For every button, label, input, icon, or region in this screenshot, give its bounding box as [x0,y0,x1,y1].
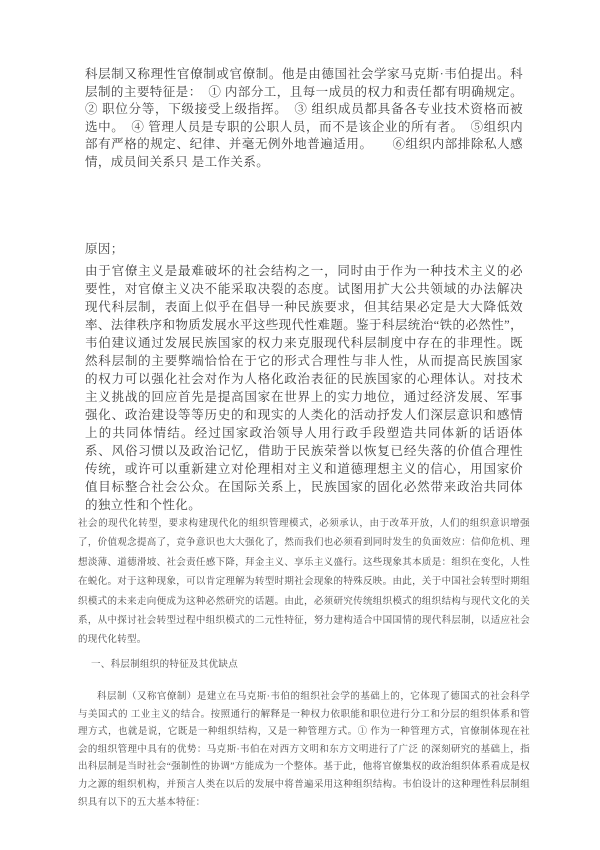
paragraph-reason-body: 由于官僚主义是最难破坏的社会结构之一，同时由于作为一种技术主义的必要性，对官僚主义决不能采取决裂的态度。试图用扩大公共领域的办法解决现代科层制，表面上似乎在倡导一种民族要求，但其结果必定是大大降低效率、法律秩序和物质发展水平这些现代性难题。鉴于科层统治“铁的必然性”，韦伯建议通过发展民族国家的权力来克服现代科层制度中存在的非理性。既然科层制的主要弊端恰恰在于它的形式合理性与非人性，从而提高民族国家的权力可以强化社会对作为人格化政治表征的民族国家的心理体认。对技术主义挑战的回应首先是提高国家在世界上的实力地位，通过经济发展、军事强化、政治建设等等历史的和现实的人类化的活动抒发人们深层意识和感情上的共同体情结。经过国家政治领导人用行政手段塑造共同体新的话语体系、风俗习惯以及政治记忆，借助于民族荣誉以恢复已经失落的价值合理性传统，或许可以重新建立对伦理相对主义和道德理想主义的信心，用国家价值目标整合社会公众。在国际关系上，民族国家的固化必然带来政治共同体的独立性和个性化。 [85,264,523,512]
paragraph-modernization-intro: 社会的现代化转型，要求构建现代化的组织管理模式，必须承认，由于改革开放，人们的组织意识增强了，价值观念提高了，竞争意识也大大强化了，然而我们也必须看到同时发生的负面效应：信仰危机、理想淡薄、道德滑坡、社会责任感下降，拜金主义、享乐主义盛行。这些现象其本质是：组织在变化，人性在蜕化。对于这种现象，可以肯定理解为转型时期社会现象的特殊反映。由此，关于中国社会转型时期组织模式的未来走向便成为这种必然研究的话题。由此，必须研究传统组织模式的组织结构与现代文化的关系，从中探讨社会转型过程中组织模式的二元性特征，努力建构适合中国国情的现代科层制，以适应社会的现代化转型。 [78,519,530,646]
paragraph-section-body: 科层制（又称官僚制）是建立在马克斯·韦伯的组织社会学的基础上的，它体现了德国式的社会科学与美国式的 工业主义的结合。按照通行的解释是一种权力依职能和职位进行分工和分层的组织体系和管理方式，也就是说，它既是一种组织结构，又是一种管理方式。① 作为一种管理方式，官僚制体现在社会的组织管理中具有的优势：马克斯·韦伯在对西方文明和东方文明进行了广泛 的深刻研究的基础上，指出科层制是当时社会“强制性的协调”方能成为一个整体。基于此，他将官僚集权的政治组织体系看成是权力之源的组织机构，并预言人类在以后的发展中将普遍采用这种组织结构。韦伯设计的这种理性科层制组织具有以下的五大基本特征： [78,692,530,808]
paragraph-bureaucracy-definition: 科层制又称理性官僚制或官僚制。他是由德国社会学家马克斯·韦伯提出。科层制的主要特征是： ① 内部分工，且每一成员的权力和责任都有明确规定。② 职位分等，下级接受上级指挥。 ③ 组织成员都具备各专业技术资格而被选中。 ④ 管理人员是专职的公职人员，而不是该企业的所有者。 ⑤组织内部有严格的规定、纪律、并毫无例外地普遍适用。 ⑥组织内部排除私人感情，成员间关系只 是工作关系。 [85,67,523,169]
section-heading-characteristics: 一、科层制组织的特征及其优缺点 [91,660,239,670]
reason-heading: 原因； [85,242,124,256]
